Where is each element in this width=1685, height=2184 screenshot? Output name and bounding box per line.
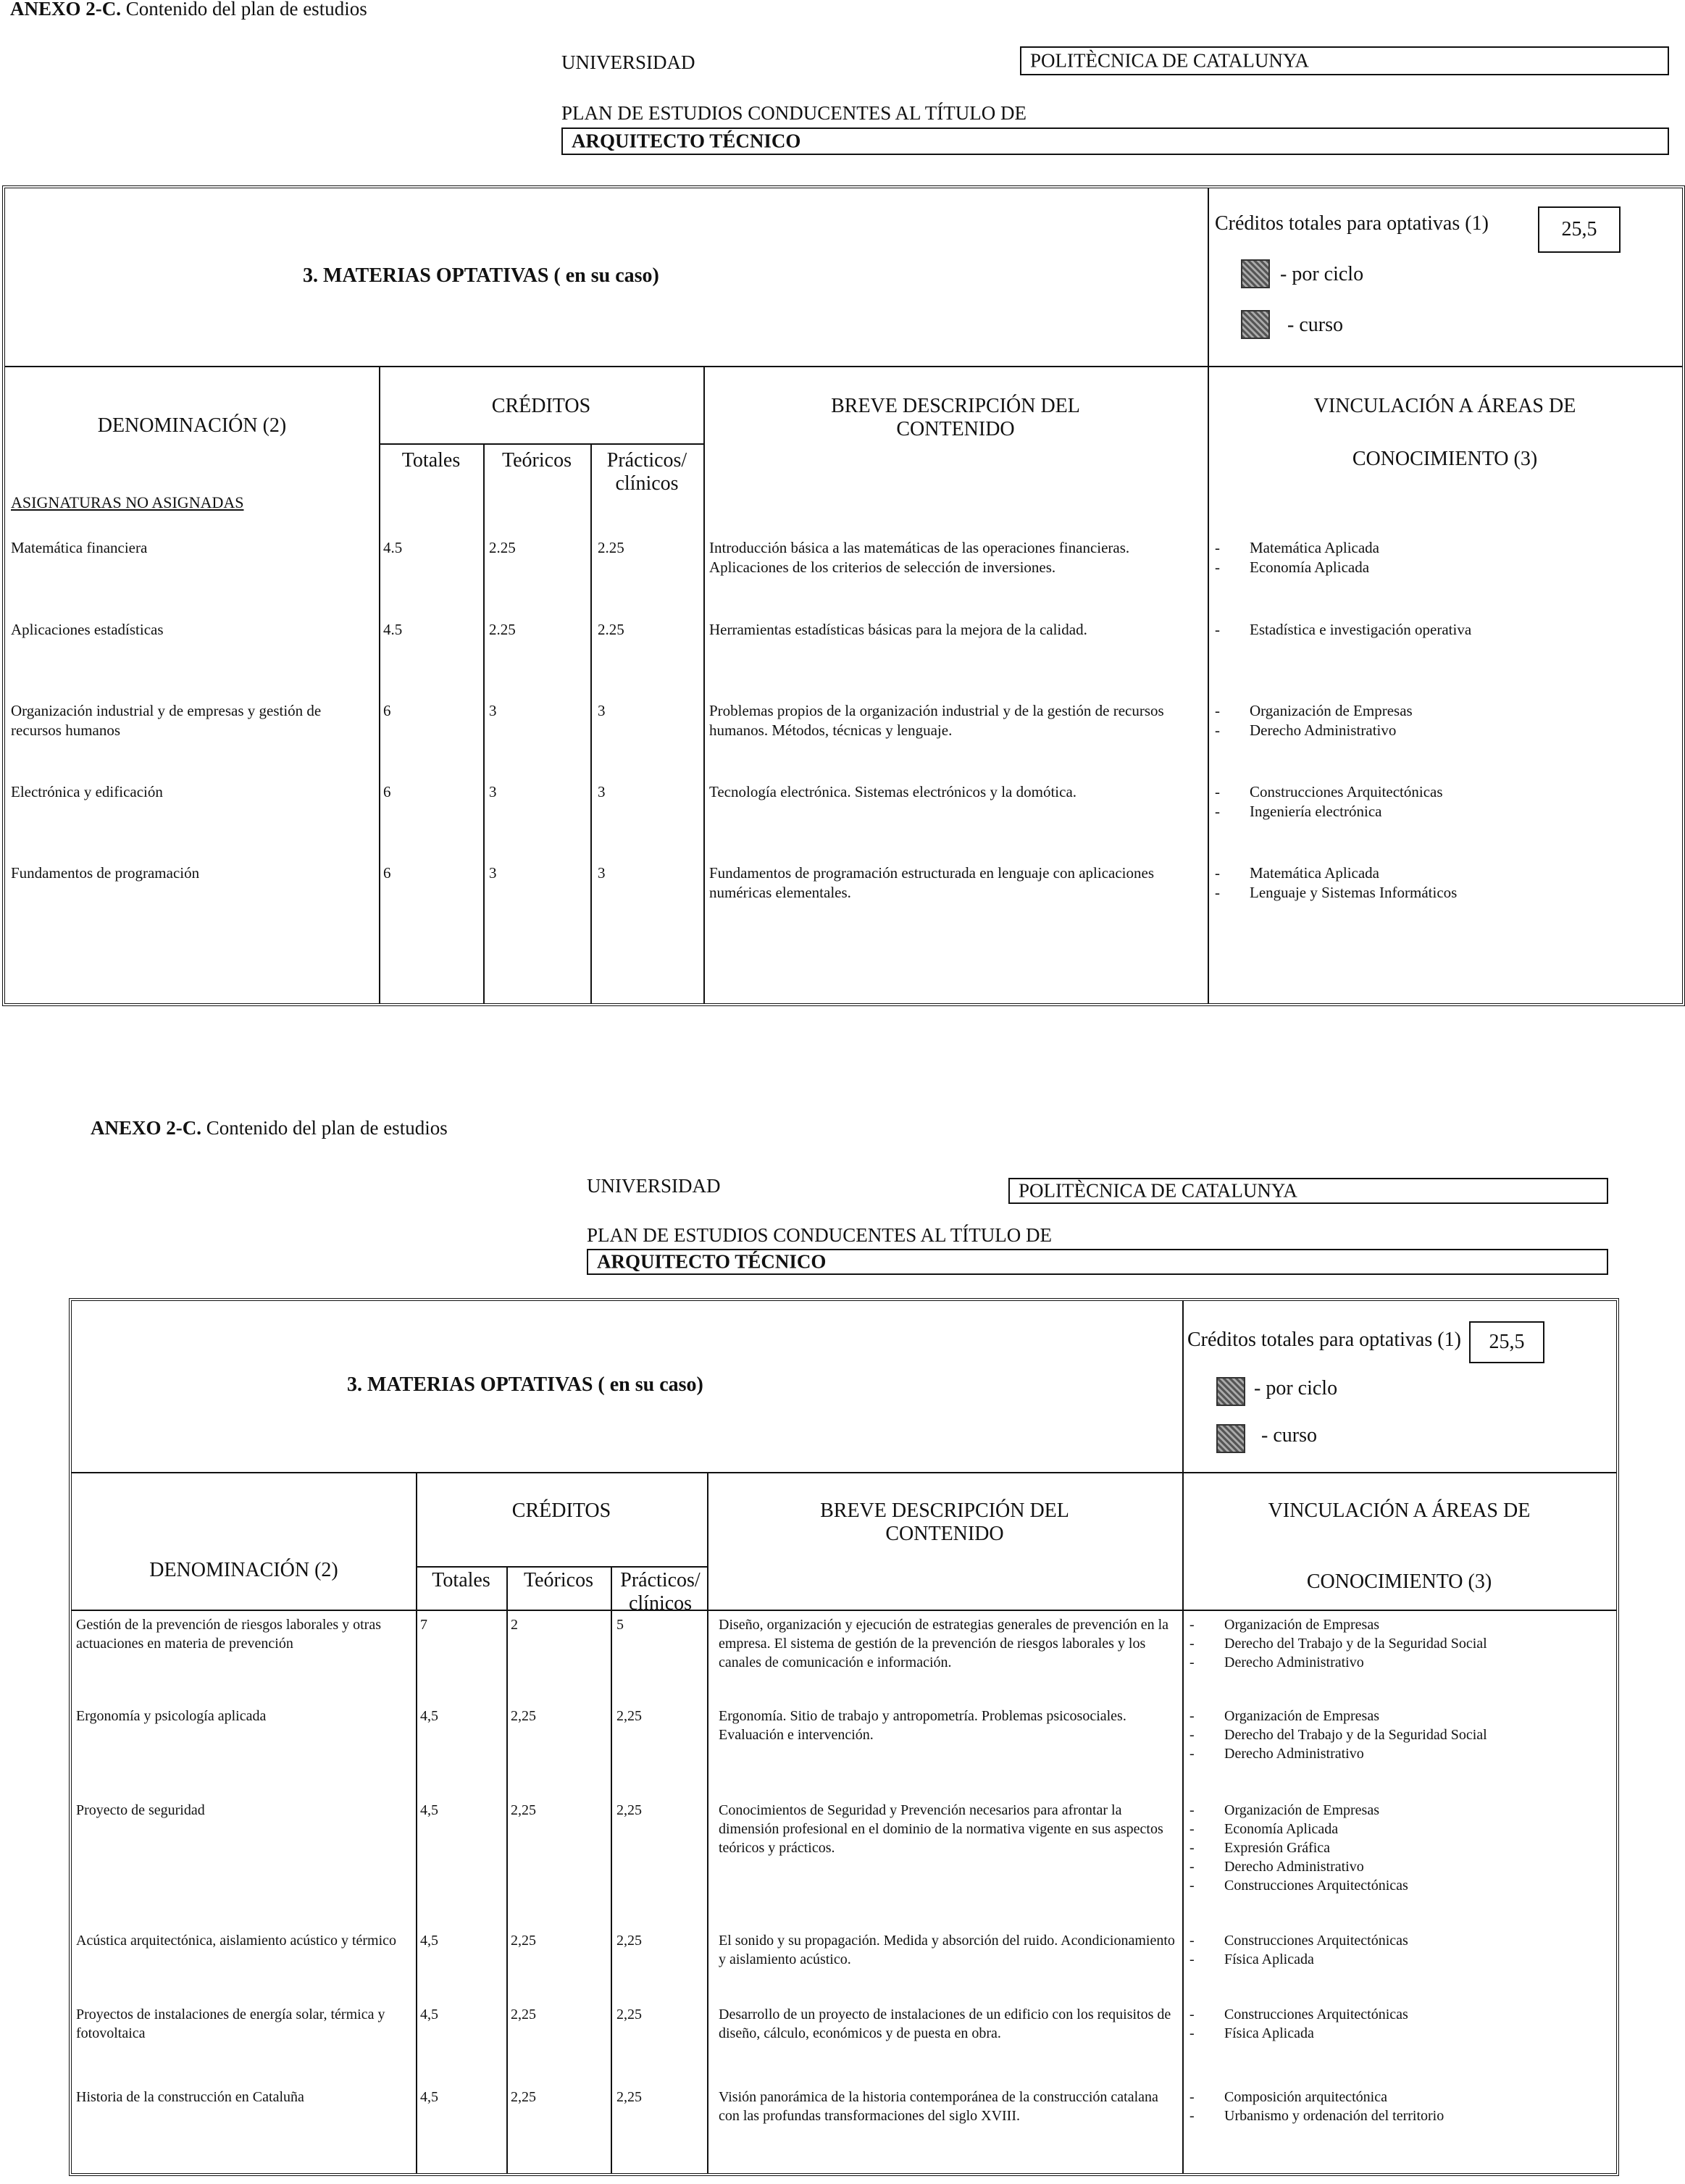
knowledge-areas: [1187, 2005, 1614, 2043]
credits-theory: 2,25: [511, 1802, 536, 1818]
credits-theory: 2,25: [511, 2089, 536, 2105]
course-name: Proyectos de instalaciones de energía solar, térmica y fotovoltaica: [76, 2007, 385, 2041]
col-descripcion: BREVE DESCRIPCIÓN DEL CONTENIDO: [831, 395, 1080, 441]
knowledge-area-item: - Urbanismo y ordenación del territorio: [1187, 2106, 1614, 2125]
knowledge-areas: [1187, 1615, 1614, 1672]
per-cycle-swatch: [1241, 259, 1270, 288]
credits-total: 4.5: [383, 621, 403, 638]
per-cycle-swatch: [1216, 1377, 1245, 1406]
credits-practice: 2,25: [616, 2089, 642, 2105]
knowledge-area-item: - Derecho Administrativo: [1187, 1653, 1614, 1672]
col-practicos: Prácticos/ clínicos: [606, 449, 687, 495]
col-conocimiento: CONOCIMIENTO (3): [1306, 1570, 1492, 1593]
course-description: Fundamentos de programación estructurada en lenguaje con aplicaciones numéricas elementales.: [709, 864, 1155, 901]
credits-value: 25,5: [1469, 1321, 1544, 1363]
university-label: UNIVERSIDAD: [561, 51, 695, 73]
course-description: Desarrollo de un proyecto de instalaciones de un edificio con los requisitos de diseño, cálculo, económicos y de puesta en obra.: [719, 2007, 1171, 2041]
knowledge-areas: [1187, 1801, 1614, 1895]
university-label: UNIVERSIDAD: [587, 1175, 721, 1197]
knowledge-area-item: - Composición arquitectónica: [1187, 2088, 1614, 2106]
col-totales: Totales: [401, 449, 461, 472]
degree-title-field: ARQUITECTO TÉCNICO: [587, 1249, 1608, 1275]
course-description: El sonido y su propagación. Medida y absorción del ruido. Acondicionamiento y aislamiento acústico.: [719, 1933, 1175, 1967]
optativas-table-1: [2, 185, 1685, 1006]
knowledge-area-item: - Expresión Gráfica: [1187, 1838, 1614, 1857]
knowledge-area-item: - Derecho Administrativo: [1187, 1857, 1614, 1876]
credits-practice: 5: [616, 1617, 624, 1633]
credits-practice: 3: [598, 702, 606, 719]
course-description: Diseño, organización y ejecución de estrategias generales de prevención en la empresa. El sistema de gestión de la prevención de riesgos laborales y los canales de comunicación e información.: [719, 1617, 1169, 1670]
knowledge-area-item: - Lenguaje y Sistemas Informáticos: [1212, 883, 1676, 903]
credits-theory: 3: [489, 783, 497, 800]
course-description: Ergonomía. Sitio de trabajo y antropometría. Problemas psicosociales. Evaluación e intervención.: [719, 1708, 1126, 1743]
course-name: Electrónica y edificación: [11, 783, 163, 800]
credits-theory: 2.25: [489, 539, 516, 556]
knowledge-areas: [1212, 863, 1676, 903]
credits-total: 4,5: [420, 2007, 438, 2022]
knowledge-area-item: - Organización de Empresas: [1187, 1615, 1614, 1634]
knowledge-area-item: - Física Aplicada: [1187, 1950, 1614, 1969]
section-header-asignaturas: ASIGNATURAS NO ASIGNADAS: [11, 493, 244, 511]
credits-theory: 2,25: [511, 1708, 536, 1724]
credits-total: 4,5: [420, 1802, 438, 1818]
knowledge-area-item: - Organización de Empresas: [1212, 701, 1676, 721]
course-name: Matemática financiera: [11, 539, 148, 556]
credits-theory: 3: [489, 702, 497, 719]
course-description: Conocimientos de Seguridad y Prevención necesarios para afrontar la dimensión profesional en el dominio de la normativa vigente en sus aspectos teóricos y prácticos.: [719, 1802, 1163, 1856]
knowledge-area-item: - Construcciones Arquitectónicas: [1187, 1876, 1614, 1895]
plan-label: PLAN DE ESTUDIOS CONDUCENTES AL TÍTULO DE: [587, 1224, 1052, 1246]
credits-total: 6: [383, 864, 391, 882]
knowledge-areas: [1187, 2088, 1614, 2125]
credits-total: 4,5: [420, 2089, 438, 2105]
credits-theory: 2,25: [511, 2007, 536, 2022]
knowledge-area-item: - Ingeniería electrónica: [1212, 802, 1676, 821]
col-totales: Totales: [432, 1569, 490, 1591]
credits-total: 4,5: [420, 1708, 438, 1724]
university-field: POLITÈCNICA DE CATALUNYA: [1020, 46, 1669, 75]
credits-practice: 2.25: [598, 539, 624, 556]
per-course-label: - curso: [1287, 314, 1343, 336]
credits-label: Créditos totales para optativas (1): [1215, 212, 1489, 235]
col-teoricos: Teóricos: [523, 1569, 593, 1591]
credits-theory: 2,25: [511, 1933, 536, 1949]
knowledge-area-item: - Estadística e investigación operativa: [1212, 620, 1676, 640]
per-course-swatch: [1241, 310, 1270, 339]
credits-practice: 3: [598, 783, 606, 800]
course-description: Visión panorámica de la historia contemporánea de la construcción catalana con las profundas transformaciones del siglo XVIII.: [719, 2089, 1158, 2124]
course-description: Problemas propios de la organización industrial y de la gestión de recursos humanos. Métodos, técnicas y lenguaje.: [709, 702, 1164, 739]
col-teoricos: Teóricos: [501, 449, 572, 472]
col-vinculacion: VINCULACIÓN A ÁREAS DE: [1313, 395, 1576, 417]
knowledge-area-item: - Construcciones Arquitectónicas: [1212, 782, 1676, 802]
credits-total: 4.5: [383, 539, 403, 556]
knowledge-area-item: - Construcciones Arquitectónicas: [1187, 1931, 1614, 1950]
knowledge-area-item: - Derecho Administrativo: [1212, 721, 1676, 740]
course-name: Organización industrial y de empresas y gestión de recursos humanos: [11, 702, 322, 739]
credits-value: 25,5: [1538, 206, 1621, 253]
credits-practice: 2,25: [616, 1708, 642, 1724]
knowledge-area-item: - Economía Aplicada: [1212, 558, 1676, 577]
credits-total: 4,5: [420, 1933, 438, 1949]
knowledge-area-item: - Construcciones Arquitectónicas: [1187, 2005, 1614, 2024]
knowledge-areas: [1187, 1707, 1614, 1763]
section-title: 3. MATERIAS OPTATIVAS ( en su caso): [347, 1373, 703, 1396]
university-field: POLITÈCNICA DE CATALUNYA: [1008, 1178, 1608, 1204]
knowledge-area-item: - Física Aplicada: [1187, 2024, 1614, 2043]
per-course-swatch: [1216, 1424, 1245, 1453]
course-name: Acústica arquitectónica, aislamiento acústico y térmico: [76, 1933, 397, 1949]
credits-label: Créditos totales para optativas (1): [1187, 1329, 1461, 1351]
knowledge-areas: [1212, 538, 1676, 577]
knowledge-areas: [1187, 1931, 1614, 1969]
knowledge-area-item: - Derecho del Trabajo y de la Seguridad Social: [1187, 1725, 1614, 1744]
annex-heading: ANEXO 2-C. Contenido del plan de estudios: [91, 1117, 448, 1139]
col-practicos: Prácticos/ clínicos: [620, 1569, 701, 1615]
col-descripcion: BREVE DESCRIPCIÓN DEL CONTENIDO: [820, 1499, 1069, 1546]
credits-practice: 2,25: [616, 2007, 642, 2022]
credits-practice: 3: [598, 864, 606, 882]
plan-label: PLAN DE ESTUDIOS CONDUCENTES AL TÍTULO DE: [561, 102, 1027, 124]
knowledge-area-item: - Matemática Aplicada: [1212, 538, 1676, 558]
per-cycle-label: - por ciclo: [1280, 263, 1364, 285]
col-conocimiento: CONOCIMIENTO (3): [1352, 448, 1538, 470]
course-name: Fundamentos de programación: [11, 864, 200, 882]
degree-title-field: ARQUITECTO TÉCNICO: [561, 127, 1669, 155]
course-name: Aplicaciones estadísticas: [11, 621, 164, 638]
course-name: Ergonomía y psicología aplicada: [76, 1708, 267, 1724]
col-creditos: CRÉDITOS: [511, 1499, 611, 1522]
col-denominacion: DENOMINACIÓN (2): [149, 1559, 338, 1581]
knowledge-area-item: - Matemática Aplicada: [1212, 863, 1676, 883]
course-name: Gestión de la prevención de riesgos laborales y otras actuaciones en materia de prevención: [76, 1617, 381, 1652]
knowledge-areas: [1212, 701, 1676, 740]
credits-theory: 2.25: [489, 621, 516, 638]
knowledge-areas: [1212, 782, 1676, 821]
optativas-table-2: [69, 1298, 1619, 2176]
course-description: Tecnología electrónica. Sistemas electrónicos y la domótica.: [709, 783, 1077, 800]
col-creditos: CRÉDITOS: [491, 395, 591, 417]
section-title: 3. MATERIAS OPTATIVAS ( en su caso): [303, 264, 659, 287]
credits-practice: 2.25: [598, 621, 624, 638]
credits-practice: 2,25: [616, 1933, 642, 1949]
course-name: Proyecto de seguridad: [76, 1802, 205, 1818]
knowledge-areas: [1212, 620, 1676, 640]
credits-practice: 2,25: [616, 1802, 642, 1818]
course-description: Herramientas estadísticas básicas para la mejora de la calidad.: [709, 621, 1087, 638]
per-course-label: - curso: [1261, 1424, 1317, 1447]
credits-theory: 2: [511, 1617, 518, 1633]
col-denominacion: DENOMINACIÓN (2): [97, 414, 287, 437]
course-name: Historia de la construcción en Cataluña: [76, 2089, 304, 2105]
knowledge-area-item: - Derecho Administrativo: [1187, 1744, 1614, 1763]
credits-theory: 3: [489, 864, 497, 882]
course-description: Introducción básica a las matemáticas de las operaciones financieras. Aplicaciones de los criterios de selección de inversiones.: [709, 539, 1130, 576]
per-cycle-label: - por ciclo: [1254, 1377, 1338, 1399]
credits-total: 6: [383, 783, 391, 800]
credits-total: 7: [420, 1617, 427, 1633]
knowledge-area-item: - Organización de Empresas: [1187, 1707, 1614, 1725]
annex-heading: ANEXO 2-C. Contenido del plan de estudios: [10, 0, 367, 20]
credits-total: 6: [383, 702, 391, 719]
knowledge-area-item: - Organización de Empresas: [1187, 1801, 1614, 1820]
knowledge-area-item: - Economía Aplicada: [1187, 1820, 1614, 1838]
col-vinculacion: VINCULACIÓN A ÁREAS DE: [1268, 1499, 1531, 1522]
knowledge-area-item: - Derecho del Trabajo y de la Seguridad Social: [1187, 1634, 1614, 1653]
